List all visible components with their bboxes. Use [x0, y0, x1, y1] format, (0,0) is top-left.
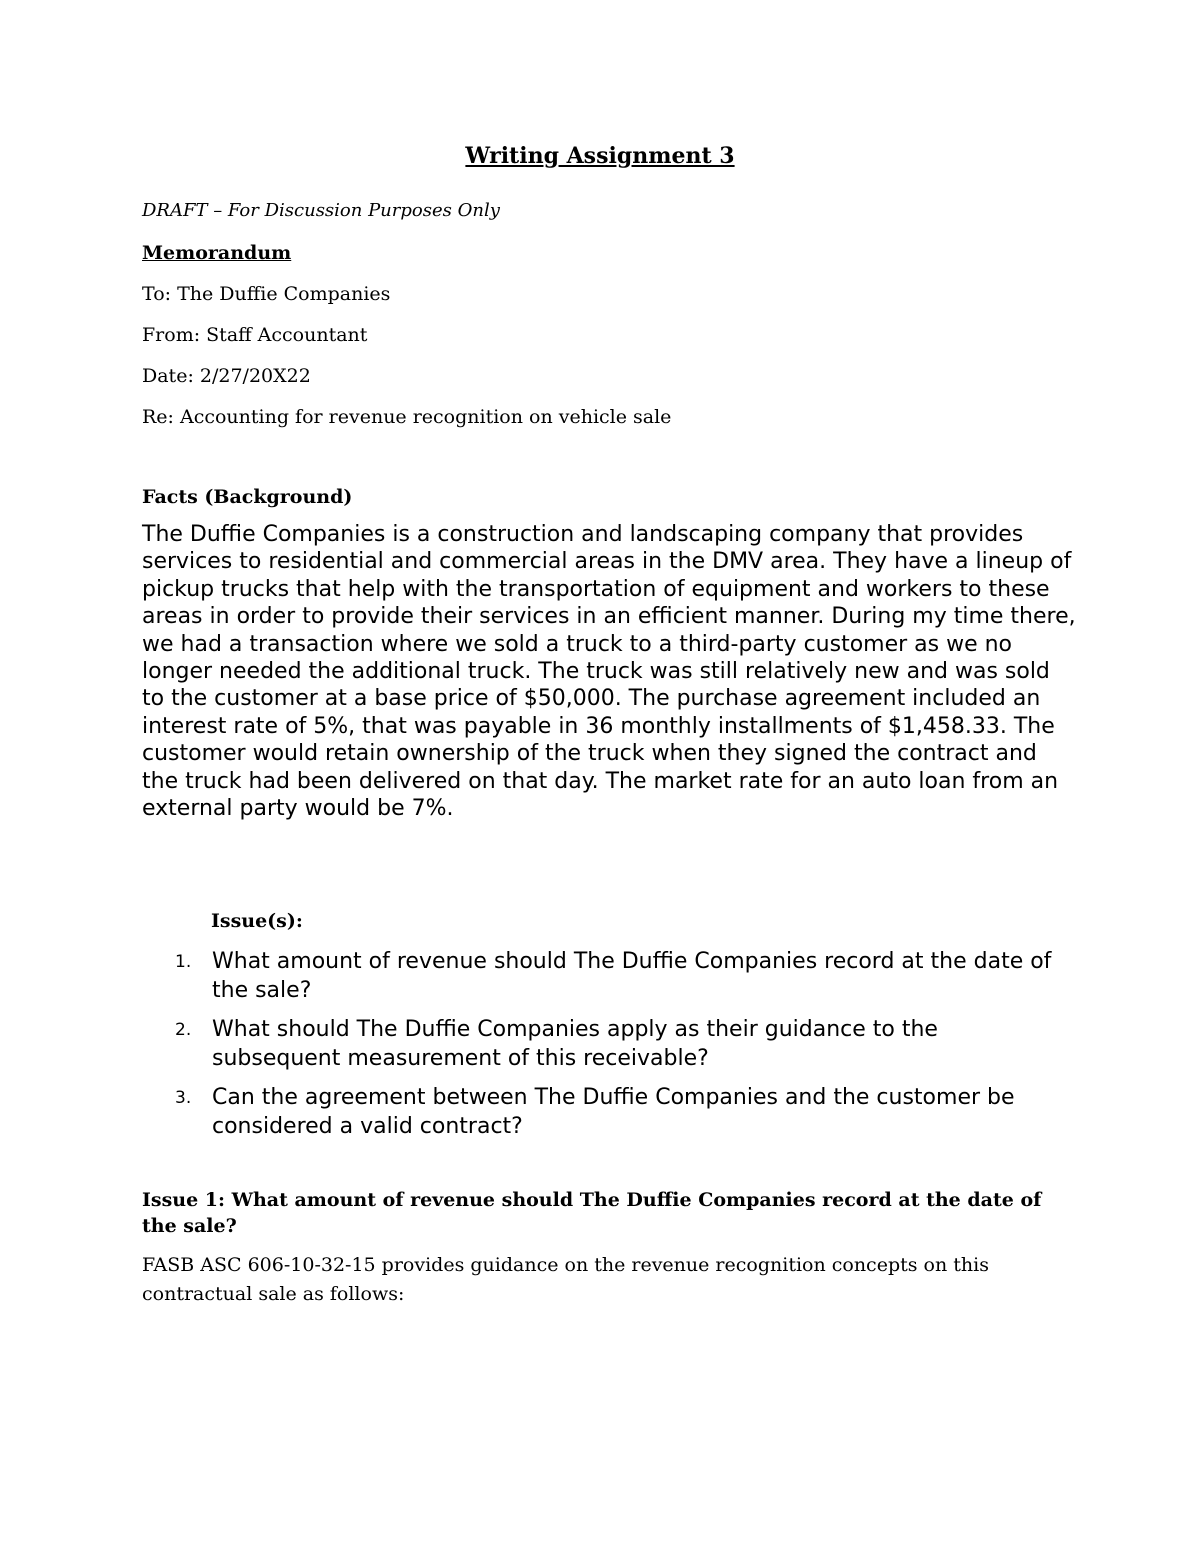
facts-heading: Facts (Background) [142, 486, 353, 508]
facts-body [142, 521, 1077, 822]
facts-paragraph: The Duffie Companies is a construction and landscaping company that provides services to residential and commercial areas in the DMV area. They have a lineup of pickup trucks that help with the transportation of equipment and workers to these areas in order to provide their services in an efficient manner. During my time there, we had a transaction where we sold a truck to a third-party customer as we no longer needed the additional truck. The truck was still relatively new and was sold to the customer at a base price of $50,000. The purchase agreement included an interest rate of 5%, that was payable in 36 monthly installments of $1,458.33. The customer would retain ownership of the truck when they signed the contract and the truck had been delivered on that day. The market rate for an auto loan from an external party would be 7%. [142, 522, 1076, 822]
memo-date: Date: 2/27/20X22 [142, 365, 311, 387]
memo-label: Memorandum [142, 242, 292, 264]
issue1-body: FASB ASC 606-10-32-15 provides guidance on the revenue recognition concepts on this contractual sale as follows: [142, 1254, 989, 1305]
issue-text: What amount of revenue should The Duffie Companies record at the date of the sale? [212, 949, 1052, 1003]
issue-item [142, 1016, 1062, 1073]
issue-number: 2. [175, 1020, 192, 1040]
issue-text: What should The Duffie Companies apply as their guidance to the subsequent measurement of this receivable? [212, 1017, 938, 1071]
memo-re: Re: Accounting for revenue recognition on vehicle sale [142, 406, 672, 428]
document-title: Writing Assignment 3 [465, 143, 735, 169]
memo-from: From: Staff Accountant [142, 324, 368, 346]
memo-to: To: The Duffie Companies [142, 283, 391, 305]
issue-number: 3. [175, 1088, 192, 1108]
issue-item [142, 948, 1062, 1005]
issue-item [142, 1084, 1062, 1141]
issue1-heading: Issue 1: What amount of revenue should The Duffie Companies record at the date of the sale? [142, 1189, 1042, 1237]
issue-number: 1. [175, 952, 192, 972]
issue-text: Can the agreement between The Duffie Companies and the customer be considered a valid contract? [212, 1085, 1015, 1139]
draft-note: DRAFT – For Discussion Purposes Only [142, 200, 500, 221]
issues-list [142, 948, 1062, 1152]
issues-heading: Issue(s): [211, 910, 303, 932]
